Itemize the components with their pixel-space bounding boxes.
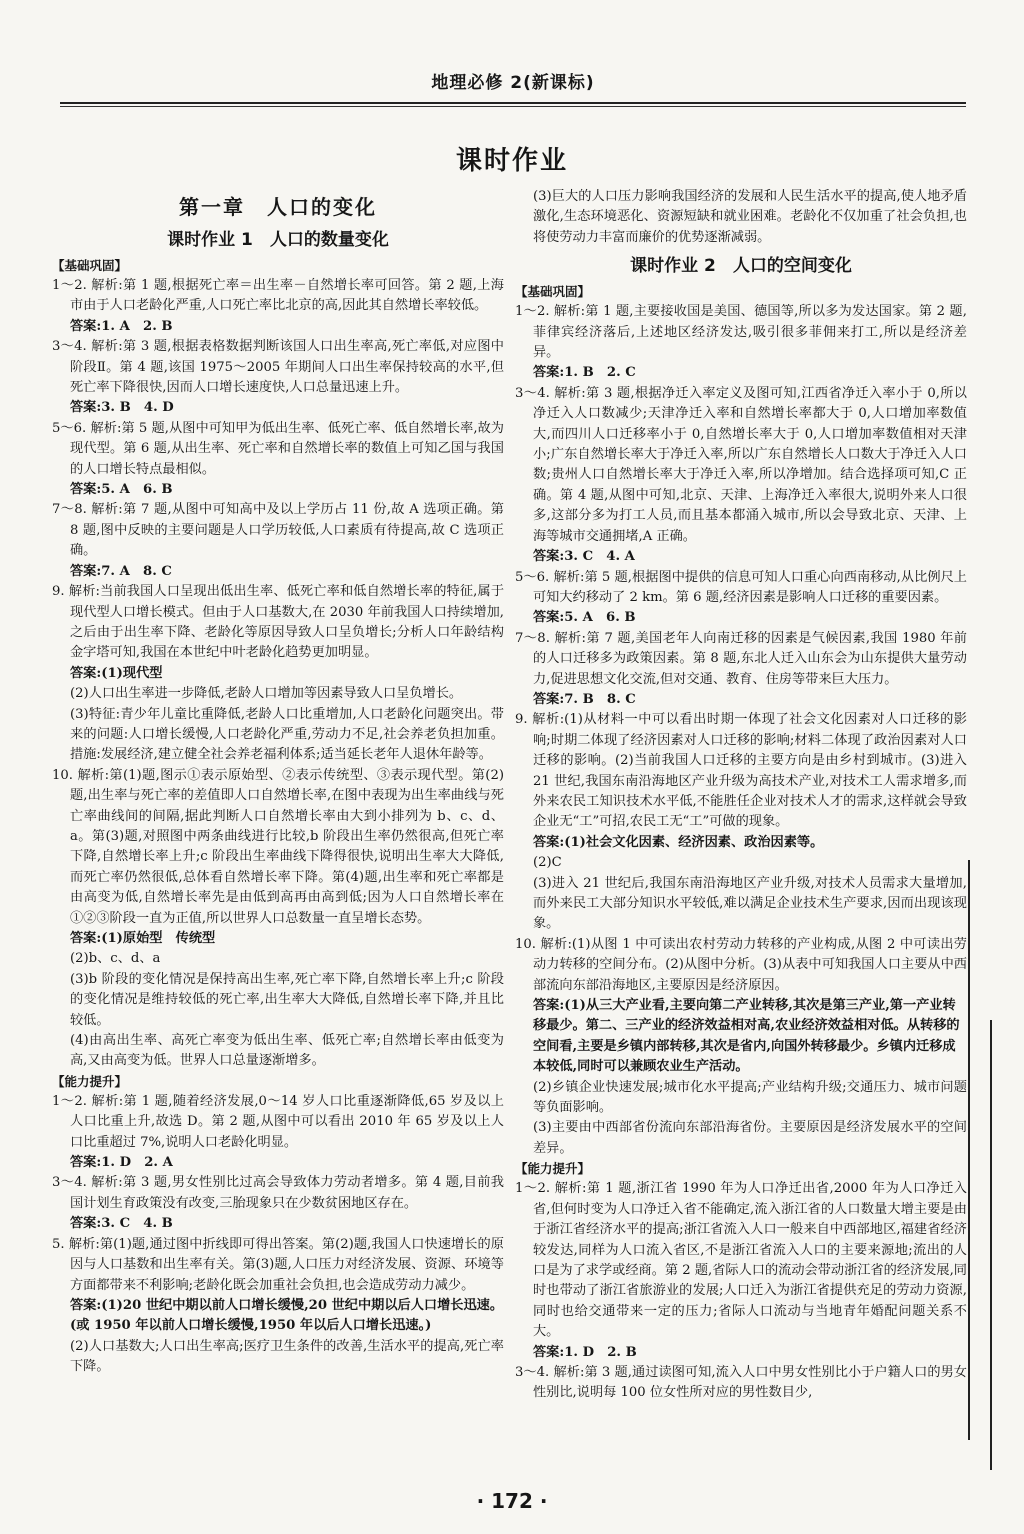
homework-1-title: 课时作业 1 人口的数量变化 (167, 230, 389, 250)
explanation-paragraph: (3)进入 21 世纪后,我国东南沿海地区产业升级,对技术人员需求大量增加,而外来民工大部分知识水平较低,难以满足企业技术生产要求,因而出现该现象。 (533, 875, 967, 932)
explanation-paragraph: (2)人口出生率进一步降低,老龄人口增加等因素导致人口呈负增长。 (70, 686, 463, 702)
explanation-paragraph: 9. 解析:当前我国人口呈现出低出生率、低死亡率和低自然增长率的特征,属于现代型人口增长模式。但由于人口基数大,在 2030 年前我国人口持续增加,之后由于出生率下降、老龄化等原因导致人口呈负增长;分析人口年龄结构金字塔可知,我国在本世纪中叶老龄化趋势更加明显。 (52, 584, 504, 661)
explanation-paragraph: 5. 解析:第(1)题,通过图中折线即可得出答案。第(2)题,我国人口快速增长的原因与人口基数和出生率有关。第(3)题,人口压力对经济发展、资源、环境等方面都带来不利影响;老龄化既会加重社会负担,也会造成劳动力减少。 (52, 1236, 504, 1293)
explanation-paragraph: 1～2. 解析:第 1 题,浙江省 1990 年为人口净迁出省,2000 年为人口净迁入省,但何时变为人口净迁入省不能确定,流入浙江省的人口数量大增主要是由于浙江省经济水平的提高;浙江省流入人口一般来自中西部地区,福建省经济较发达,同样为人口流入省区,不是浙江省流入人口的主要来源地;流出的人口是为了求学或经商。第 2 题,省际人口的流动会带动浙江省的经济发展,同时也带动了浙江省旅游业的发展;人口迁入为浙江省提供充足的劳动力资源,同时也给交通带来一定的压力;省际人口流动与当地青年婚配问题关系不大。 (515, 1181, 967, 1340)
explanation-paragraph: 1～2. 解析:第 1 题,根据死亡率＝出生率－自然增长率可回答。第 2 题,上海市由于人口老龄化严重,人口死亡率比北京的高,因此其自然增长率较低。 (52, 278, 504, 314)
explanation-paragraph: (2)人口基数大;人口出生率高;医疗卫生条件的改善,生活水平的提高,死亡率下降。 (70, 1338, 504, 1375)
answer-line: 答案:3. C 4. A (533, 549, 635, 565)
right-column (515, 187, 967, 1404)
explanation-paragraph: 10. 解析:(1)从图 1 中可读出农村劳动力转移的产业构成,从图 2 中可读出劳动力转移的空间分布。(2)从图中分析。(3)从表中可知我国人口主要从中西部流向东部沿海地区,主要原因是经济原因。 (515, 936, 967, 993)
margin-mark-line (968, 860, 970, 1440)
explanation-paragraph: (2)乡镇企业快速发展;城市化水平提高;产业结构升级;交通压力、城市问题等负面影响。 (533, 1079, 967, 1116)
answer-line: 答案:3. C 4. B (70, 1216, 173, 1232)
explanation-paragraph: (3)特征:青少年儿童比重降低,老龄人口比重增加,人口老龄化问题突出。带来的问题:人口增长缓慢,人口老龄化严重,劳动力不足,社会养老负担加重。措施:发展经济,建立健全社会养老福利体系;适当延长老年人退休年龄等。 (70, 706, 504, 763)
explanation-paragraph: (3)b 阶段的变化情况是保持高出生率,死亡率下降,自然增长率上升;c 阶段的变化情况是维持较低的死亡率,出生率大大降低,自然增长率下降,并且比较低。 (70, 971, 504, 1028)
explanation-paragraph: 7～8. 解析:第 7 题,美国老年人向南迁移的因素是气候因素,我国 1980 年前的人口迁移多为政策因素。第 8 题,东北人迁入山东会为山东提供大量劳动力,促进思想文化交流,但对交通、教育、住房等带来巨大压力。 (515, 630, 967, 687)
answer-line: 答案:1. A 2. B (70, 318, 173, 334)
explanation-paragraph: 1～2. 解析:第 1 题,主要接收国是美国、德国等,所以多为发达国家。第 2 题,菲律宾经济落后,上述地区经济发达,吸引很多菲佣来打工,所以是经济差异。 (515, 304, 967, 361)
answer-line: 答案:1. B 2. C (533, 365, 636, 381)
section-advanced: 【能力提升】 (52, 1073, 128, 1089)
header-rule (60, 102, 966, 104)
left-advanced-content (52, 1092, 504, 1378)
explanation-paragraph: 10. 解析:第(1)题,图示①表示原始型、②表示传统型、③表示现代型。第(2)题,出生率与死亡率的差值即人口自然增长率,在图中表现为出生率曲线与死亡率曲线间的间隔,据此判断人口自然增长率由大到小排列为 b、c、d、a。第(3)题,对照图中两条曲线进行比较,b 阶段出生率仍然很高,但死亡率下降,自然增长率上升;c 阶段出生率曲线下降得很快,说明出生率大大降低,而死亡率仍然很低,总体看自然增长率下降。第(4)题,出生率和死亡率都是由高变为低,自然增长率先是由低到高再由高到低;因为人口自然增长率在①②③阶段一直为正值,所以世界人口总数量一直呈增长态势。 (52, 767, 504, 926)
margin-mark-line-2 (990, 1020, 992, 1470)
answer-line: 答案:5. A 6. B (70, 482, 173, 498)
left-column (52, 192, 504, 1378)
explanation-paragraph: 1～2. 解析:第 1 题,随着经济发展,0～14 岁人口比重逐渐降低,65 岁及以上人口比重上升,故选 D。第 2 题,从图中可以看出 2010 年 65 岁及以上人口比重超过 7%,说明人口老龄化明显。 (52, 1093, 504, 1150)
answer-line: 答案:5. A 6. B (533, 610, 636, 626)
explanation-paragraph: 3～4. 解析:第 3 题,通过读图可知,流入人口中男女性别比小于户籍人口的男女性别比,说明每 100 位女性所对应的男性数目少, (515, 1364, 967, 1401)
explanation-paragraph: (4)由高出生率、高死亡率变为低出生率、低死亡率;自然增长率由低变为高,又由高变为低。世界人口总量逐渐增多。 (70, 1033, 504, 1069)
answer-line: 答案:(1)社会文化因素、经济因素、政治因素等。 (533, 834, 824, 850)
explanation-paragraph: (2)C (533, 855, 562, 871)
section-advanced-2: 【能力提升】 (515, 1161, 591, 1177)
answer-line: 答案:3. B 4. D (70, 400, 174, 416)
homework-2-title: 课时作业 2 人口的空间变化 (630, 256, 852, 277)
left-basic-content (52, 276, 504, 1072)
explanation-paragraph: 3～4. 解析:第 3 题,根据表格数据判断该国人口出生率高,死亡率低,对应图中阶段Ⅱ。第 4 题,该国 1975～2005 年期间人口出生率保持较高的水平,但死亡率下降很快,因而人口增长速度快,人口总量迅速上升。 (52, 339, 504, 396)
page-number: · 172 · (476, 1489, 548, 1513)
explanation-paragraph: 7～8. 解析:第 7 题,从图中可知高中及以上学历占 11 份,故 A 选项正确。第 8 题,图中反映的主要问题是人口学历较低,人口素质有待提高,故 C 选项正确。 (52, 502, 504, 559)
answer-line: 答案:1. D 2. A (70, 1155, 173, 1171)
answer-line: 答案:(1)原始型 传统型 (70, 931, 216, 946)
answer-line: 答案:7. A 8. C (70, 563, 172, 579)
chapter-title: 第一章 人口的变化 (179, 195, 377, 219)
explanation-paragraph: (2)b、c、d、a (70, 951, 161, 967)
answer-line: 答案:1. D 2. B (533, 1344, 637, 1360)
answer-line: 答案:(1)从三大产业看,主要向第二产业转移,其次是第三产业,第一产业转移最少。第二、三产业的经济效益相对高,农业经济效益相对低。从转移的空间看,主要是乡镇内部转移,其次是省内,向国外转移最少。乡镇内迁移成本较低,同时可以兼顾农业生产活动。 (533, 998, 960, 1075)
answer-line: 答案:(1)20 世纪中期以前人口增长缓慢,20 世纪中期以后人口增长迅速。(或 1950 年以前人口增长缓慢,1950 年以后人口增长迅速。) (70, 1297, 504, 1334)
section-basic-2: 【基础巩固】 (515, 284, 591, 300)
explanation-paragraph: 9. 解析:(1)从材料一中可以看出时期一体现了社会文化因素对人口迁移的影响;时期二体现了经济因素对人口迁移的影响;材料二体现了政治因素对人口迁移的影响。(2)当前我国人口迁移的主要方向是由乡村到城市。(3)进入 21 世纪,我国东南沿海地区产业升级为高技术产业,对技术工人需求增多,而外来农民工知识技术水平低,不能胜任企业对技术人才的需求,这样就会导致企业无“工”可招,农民工无“工”可做的现象。 (515, 712, 967, 830)
right-advanced-content (515, 1179, 967, 1403)
right-basic-content (515, 302, 967, 1159)
running-header: 地理必修 2(新课标) (431, 73, 595, 93)
explanation-paragraph: 3～4. 解析:第 3 题,男女性别比过高会导致体力劳动者增多。第 4 题,目前我国计划生育政策没有改变,三胎现象只在少数贫困地区存在。 (52, 1175, 504, 1211)
explanation-paragraph: (3)巨大的人口压力影响我国经济的发展和人民生活水平的提高,使人地矛盾激化,生态环境恶化、资源短缺和就业困难。老龄化不仅加重了社会负担,也将使劳动力丰富而廉价的优势逐渐减弱。 (533, 189, 967, 245)
explanation-paragraph: (3)主要由中西部省份流向东部沿海省份。主要原因是经济发展水平的空间差异。 (533, 1120, 967, 1156)
page-title: 课时作业 (455, 146, 568, 176)
right-continued-content (515, 187, 967, 248)
explanation-paragraph: 5～6. 解析:第 5 题,从图中可知甲为低出生率、低死亡率、低自然增长率,故为现代型。第 6 题,从出生率、死亡率和自然增长率的数值上可知乙国与我国的人口增长特点最相似。 (52, 420, 504, 477)
header-rule-thin (60, 106, 966, 107)
answer-line: 答案:(1)现代型 (70, 665, 163, 681)
explanation-paragraph: 3～4. 解析:第 3 题,根据净迁入率定义及图可知,江西省净迁入率小于 0,所以净迁入人口数减少;天津净迁入率和自然增长率都大于 0,人口增加率数值大,而四川人口迁移率小于 0,自然增长率大于 0,人口增加率数值相对天津小;广东自然增长率大于净迁入率,所以广东自然增长人口数大于净迁入人口数;贵州人口自然增长率大于净迁入率,所以净增加。结合选择项可知,C 正确。第 4 题,从图中可知,北京、天津、上海净迁入率很大,说明外来人口很多,这部分多为打工人员,而且基本都涌入城市,所以会导致北京、天津、上海等城市交通拥堵,A 正确。 (515, 385, 967, 544)
section-basic: 【基础巩固】 (52, 258, 128, 273)
explanation-paragraph: 5～6. 解析:第 5 题,根据图中提供的信息可知人口重心向西南移动,从比例尺上可知大约移动了 2 km。第 6 题,经济因素是影响人口迁移的重要因素。 (515, 569, 967, 605)
answer-line: 答案:7. B 8. C (533, 691, 636, 707)
